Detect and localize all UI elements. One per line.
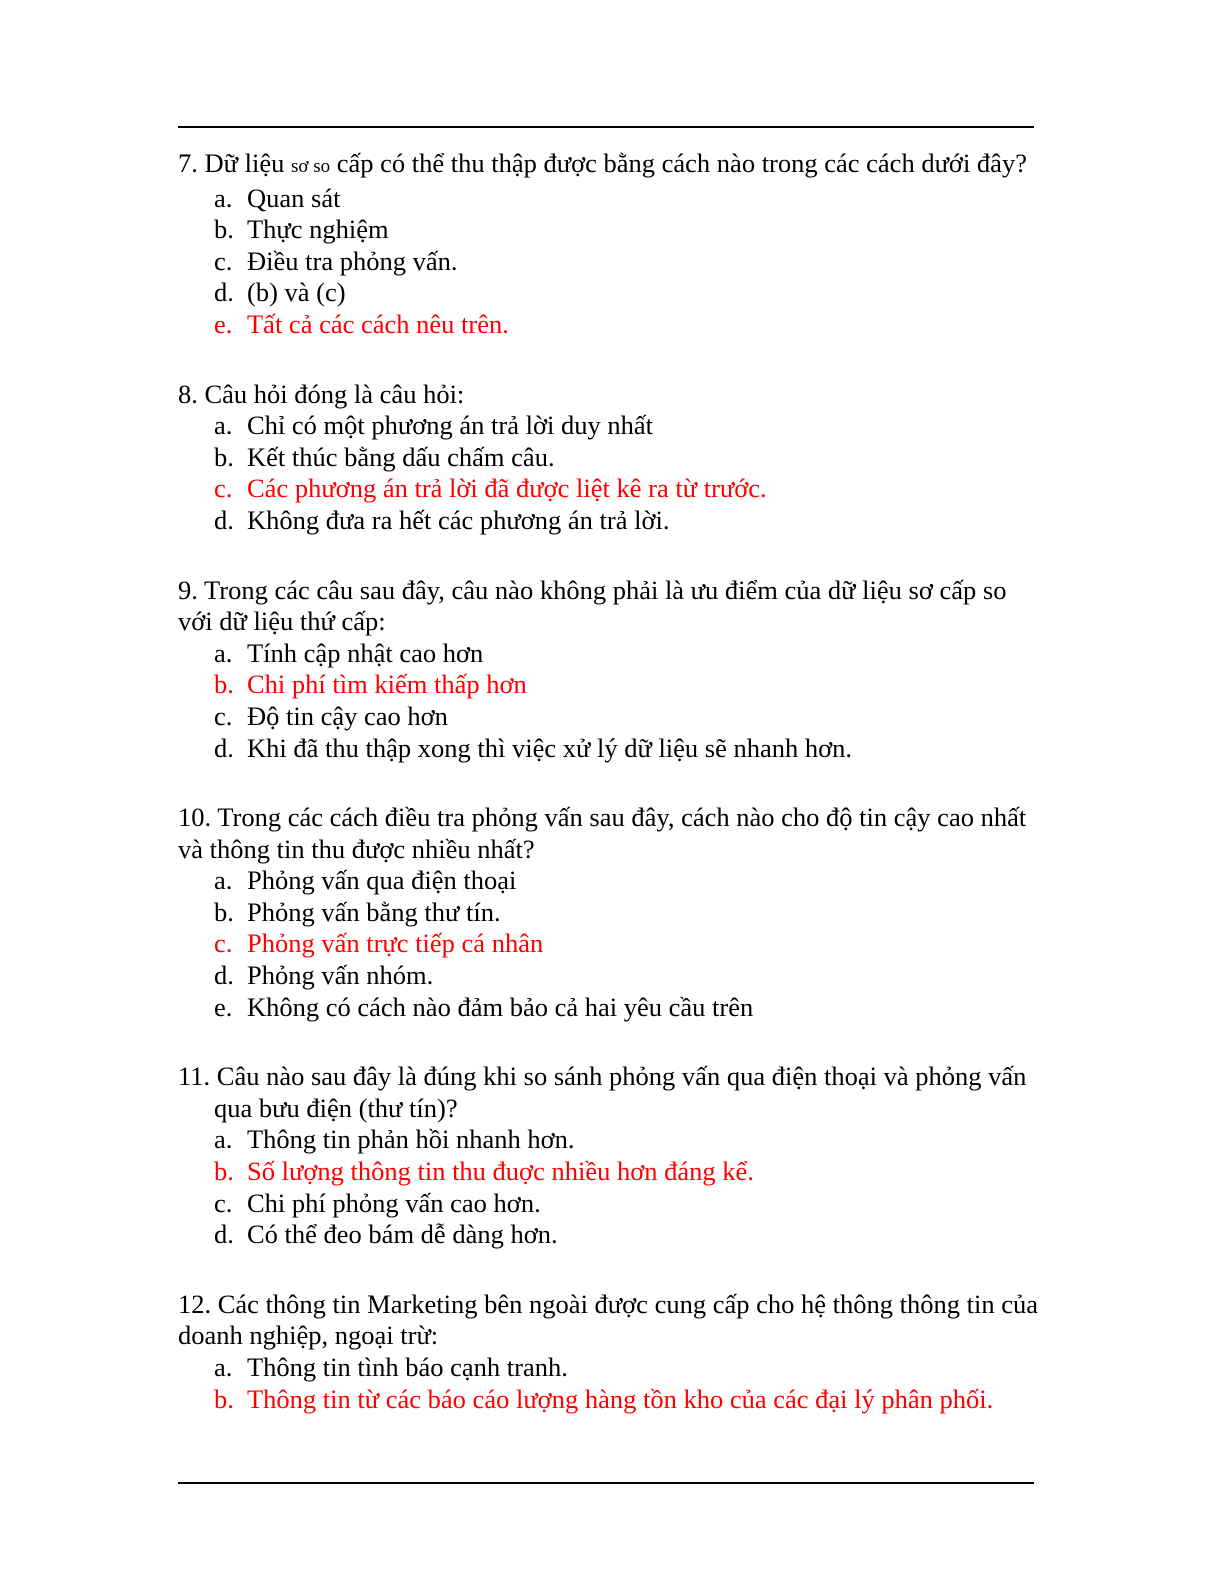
option-letter: a. (214, 865, 233, 896)
option-text: Phỏng vấn qua điện thoại (247, 865, 517, 896)
option-8d (178, 505, 1038, 537)
option-letter: b. (214, 214, 234, 245)
option-text: Phỏng vấn trực tiếp cá nhân (247, 928, 544, 959)
option-text: Chỉ có một phương án trả lời duy nhất (247, 410, 653, 441)
option-text: Thông tin từ các báo cáo lượng hàng tồn kho của các đại lý phân phối. (247, 1383, 994, 1414)
option-text: Tất cả các cách nêu trên. (247, 308, 509, 339)
question-7-rest: cấp có thể thu thập được bằng cách nào trong các cách dưới đây? (330, 148, 1027, 178)
option-text: Tính cập nhật cao hơn (247, 637, 484, 668)
option-letter: c. (214, 245, 233, 276)
option-9d (178, 733, 1038, 765)
question-11-options (178, 1124, 1038, 1250)
option-9c (178, 701, 1038, 733)
option-text: Các phương án trả lời đã được liệt kê ra từ trước. (247, 473, 767, 504)
question-10-text: 10. Trong các cách điều tra phỏng vấn sau đây, cách nào cho độ tin cậy cao nhất và thông tin thu được nhiều nhất? (178, 802, 1027, 864)
question-10-options (178, 865, 1038, 1023)
option-letter: c. (214, 473, 233, 504)
option-letter: a. (214, 182, 233, 213)
option-text: (b) và (c) (247, 277, 346, 308)
option-7a (178, 183, 1038, 215)
option-text: Phỏng vấn bằng thư tín. (247, 896, 501, 927)
option-7d (178, 277, 1038, 309)
option-7c (178, 246, 1038, 278)
option-text: Không đưa ra hết các phương án trả lời. (247, 504, 670, 535)
question-7-small-text: sơ so (291, 156, 331, 177)
option-text: Chi phí phỏng vấn cao hơn. (247, 1187, 541, 1218)
question-8-options (178, 410, 1038, 536)
option-text: Thông tin tình báo cạnh tranh. (247, 1352, 568, 1382)
option-text: Thực nghiệm (247, 214, 389, 245)
option-text: Có thể đeo bám dễ dàng hơn. (247, 1219, 558, 1250)
option-text: Số lượng thông tin thu đuợc nhiều hơn đáng kể. (247, 1156, 754, 1187)
option-11a (178, 1124, 1038, 1156)
option-text: Độ tin cậy cao hơn (247, 700, 448, 731)
option-11b (178, 1156, 1038, 1188)
option-letter: c. (214, 1187, 233, 1218)
option-10a (178, 865, 1038, 897)
question-12-text: 12. Các thông tin Marketing bên ngoài được cung cấp cho hệ thông thông tin của doanh nghiệp, ngoại trừ: (178, 1288, 1038, 1351)
option-text: Không có cách nào đảm bảo cả hai yêu cầu trên (247, 991, 754, 1022)
question-8 (178, 379, 1038, 537)
option-text: Điều tra phỏng vấn. (247, 245, 458, 276)
option-text: Kết thúc bằng dấu chấm câu. (247, 441, 555, 472)
option-9b (178, 669, 1038, 701)
option-12a (178, 1352, 1038, 1384)
option-10d (178, 960, 1038, 992)
question-7-text (178, 148, 1038, 183)
option-letter: a. (214, 637, 233, 668)
question-9-options (178, 638, 1038, 764)
option-letter: d. (214, 732, 234, 763)
option-letter: a. (214, 1124, 233, 1155)
question-8-text: 8. Câu hỏi đóng là câu hỏi: (178, 378, 465, 409)
question-10 (178, 802, 1038, 1023)
question-11 (178, 1061, 1038, 1251)
question-11-text: 11. Câu nào sau đây là đúng khi so sánh phỏng vấn qua điện thoại và phỏng vấn qua bưu điện (thư tín)? (178, 1061, 1027, 1123)
option-text: Thông tin phản hồi nhanh hơn. (247, 1124, 575, 1155)
option-letter: b. (214, 441, 234, 472)
option-8a (178, 410, 1038, 442)
option-letter: a. (214, 1352, 233, 1382)
question-12-options (178, 1352, 1038, 1415)
question-7-options (178, 183, 1038, 341)
footer-rule (178, 1482, 1034, 1484)
question-9 (178, 575, 1038, 765)
option-letter: d. (214, 277, 234, 308)
option-9a (178, 638, 1038, 670)
option-text: Quan sát (247, 182, 341, 213)
question-list (178, 148, 1038, 1415)
option-letter: b. (214, 669, 234, 700)
option-text: Phỏng vấn nhóm. (247, 960, 434, 991)
question-9-text: 9. Trong các câu sau đây, câu nào không phải là ưu điểm của dữ liệu sơ cấp so với dữ liệu thứ cấp: (178, 574, 1007, 637)
option-8b (178, 442, 1038, 474)
option-11c (178, 1188, 1038, 1220)
option-letter: e. (214, 991, 233, 1022)
option-letter: d. (214, 504, 234, 535)
option-10b (178, 897, 1038, 929)
option-10c (178, 928, 1038, 960)
option-letter: d. (214, 960, 234, 991)
option-letter: b. (214, 896, 234, 927)
option-7b (178, 214, 1038, 246)
option-letter: d. (214, 1219, 234, 1250)
option-8c (178, 473, 1038, 505)
option-letter: c. (214, 700, 233, 731)
option-text: Chi phí tìm kiếm thấp hơn (247, 669, 527, 700)
option-10e (178, 992, 1038, 1024)
option-text: Khi đã thu thập xong thì việc xử lý dữ liệu sẽ nhanh hơn. (247, 732, 853, 763)
question-12 (178, 1289, 1038, 1415)
option-12b (178, 1384, 1038, 1416)
option-letter: a. (214, 410, 233, 441)
question-7-lead: 7. Dữ liệu (178, 148, 291, 178)
option-letter: c. (214, 928, 233, 959)
question-7 (178, 148, 1038, 341)
option-7e (178, 309, 1038, 341)
header-rule (178, 126, 1034, 128)
option-letter: b. (214, 1156, 234, 1187)
option-11d (178, 1219, 1038, 1251)
option-letter: e. (214, 308, 233, 339)
option-letter: b. (214, 1383, 234, 1414)
